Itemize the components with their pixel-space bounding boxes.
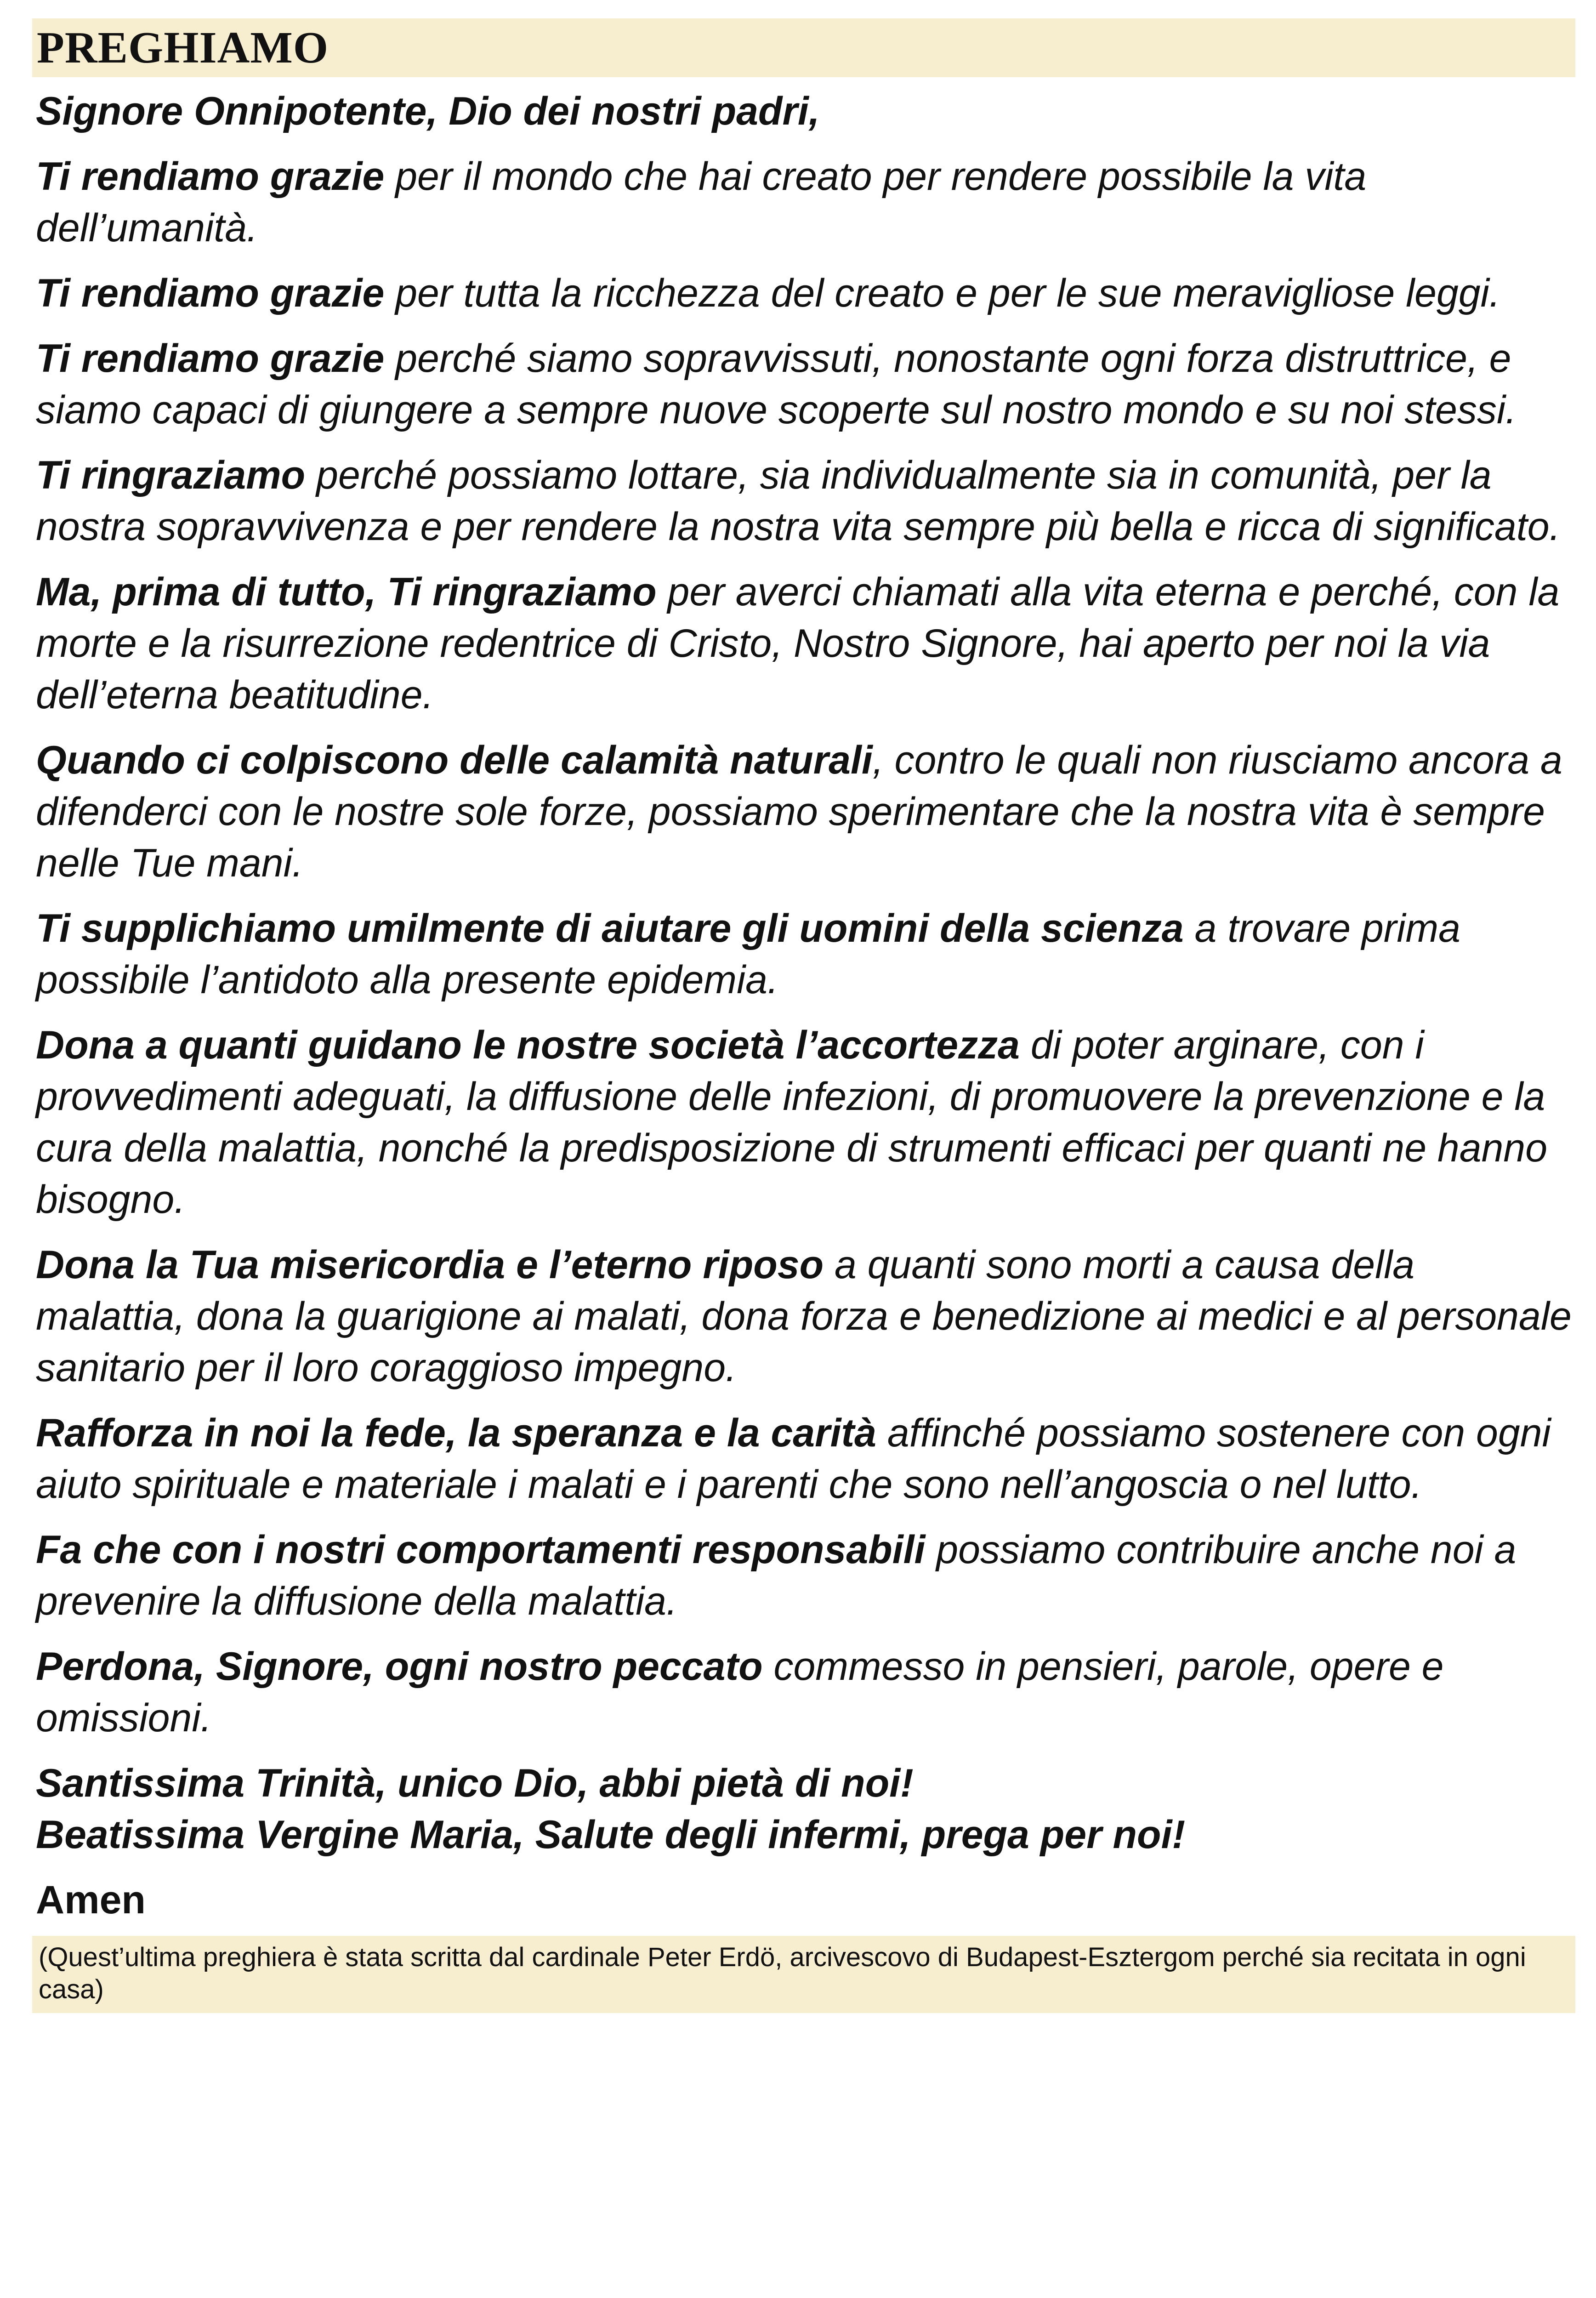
paragraph-text: per averci chiamati alla vita eterna e perché, con la morte e la risurrezione redentrice di Cristo, Nostro Signore, hai aperto per noi la via dell’eterna beatitudine.: [36, 570, 1560, 717]
paragraph-text: a quanti sono morti a causa della malattia, dona la guarigione ai malati, dona forza e benedizione ai medici e al personale sanitario per il loro coraggioso impegno.: [36, 1243, 1572, 1390]
paragraph-emphasis: Perdona, Signore, ogni nostro peccato: [36, 1644, 763, 1689]
prayer-paragraph: [36, 1524, 1572, 1627]
prayer-paragraph: [36, 449, 1572, 552]
paragraph-emphasis: Ti supplichiamo umilmente di aiutare gli uomini della scienza: [36, 906, 1184, 950]
paragraph-emphasis: Dona a quanti guidano le nostre società l’accortezza: [36, 1023, 1020, 1067]
paragraph-text: commesso in pensieri, parole, opere e omissioni.: [36, 1644, 1444, 1740]
prayer-paragraph: [36, 151, 1572, 254]
prayer-body: [32, 85, 1575, 1860]
prayer-paragraph: [36, 566, 1572, 721]
paragraph-emphasis: Signore Onnipotente, Dio dei nostri padri,: [36, 89, 820, 133]
paragraph-text: perché possiamo lottare, sia individualmente sia in comunità, per la nostra sopravvivenza e per rendere la nostra vita sempre più bella e ricca di significato.: [36, 453, 1561, 549]
paragraph-emphasis: Fa che con i nostri comportamenti responsabili: [36, 1528, 926, 1572]
paragraph-text: per il mondo che hai creato per rendere possibile la vita dell’umanità.: [36, 154, 1367, 250]
paragraph-emphasis: Ti rendiamo grazie: [36, 336, 385, 381]
prayer-paragraph: [36, 1019, 1572, 1225]
paragraph-text: possiamo contribuire anche noi a prevenire la diffusione della malattia.: [36, 1528, 1516, 1623]
paragraph-emphasis: Ma, prima di tutto, Ti ringraziamo: [36, 570, 657, 614]
attribution-text: (Quest’ultima preghiera è stata scritta dal cardinale Peter Erdö, arcivescovo di Budapest-Esztergom perché sia recitata in ogni casa): [39, 1942, 1526, 2004]
paragraph-text: di poter arginare, con i provvedimenti adeguati, la diffusione delle infezioni, di promuovere la prevenzione e la cura della malattia, nonché la predisposizione di strumenti efficaci per quanti ne hanno bisogno.: [36, 1023, 1548, 1222]
attribution-note: [32, 1936, 1575, 2013]
paragraph-emphasis: Ti rendiamo grazie: [36, 154, 385, 199]
prayer-page: [32, 18, 1575, 2013]
paragraph-text: , contro le quali non riusciamo ancora a difenderci con le nostre sole forze, possiamo sperimentare che la nostra vita è sempre nelle Tue mani.: [36, 738, 1562, 885]
prayer-paragraph: [36, 903, 1572, 1006]
paragraph-emphasis: Dona la Tua misericordia e l’eterno riposo: [36, 1243, 824, 1287]
title-bar: [32, 18, 1575, 77]
prayer-paragraph: [36, 734, 1572, 889]
prayer-paragraph: [36, 267, 1572, 319]
prayer-paragraph: [36, 333, 1572, 436]
closing-invocations: [36, 1758, 1572, 1860]
paragraph-emphasis: Ti ringraziamo: [36, 453, 306, 497]
paragraph-text: per tutta la ricchezza del creato e per le sue meravigliose leggi.: [384, 271, 1500, 315]
amen-line: Amen: [36, 1878, 146, 1922]
page-title: PREGHIAMO: [37, 23, 329, 73]
prayer-paragraph: [36, 1641, 1572, 1744]
paragraph-text: a trovare prima possibile l’antidoto alla presente epidemia.: [36, 906, 1460, 1002]
closing-line-trinity: Santissima Trinità, unico Dio, abbi pietà di noi!: [36, 1761, 914, 1805]
paragraph-emphasis: Rafforza in noi la fede, la speranza e la carità: [36, 1411, 876, 1455]
closing-line-mary: Beatissima Vergine Maria, Salute degli infermi, prega per noi!: [36, 1813, 1186, 1857]
paragraph-emphasis: Quando ci colpiscono delle calamità naturali: [36, 738, 873, 782]
prayer-paragraph: [36, 85, 1572, 137]
prayer-paragraph: [36, 1239, 1572, 1394]
prayer-paragraph: [36, 1407, 1572, 1510]
paragraph-text: affinché possiamo sostenere con ogni aiuto spirituale e materiale i malati e i parenti che sono nell’angoscia o nel lutto.: [36, 1411, 1551, 1507]
paragraph-emphasis: Ti rendiamo grazie: [36, 271, 385, 315]
paragraph-text: perché siamo sopravvissuti, nonostante ogni forza distruttrice, e siamo capaci di giungere a sempre nuove scoperte sul nostro mondo e su noi stessi.: [36, 336, 1516, 432]
